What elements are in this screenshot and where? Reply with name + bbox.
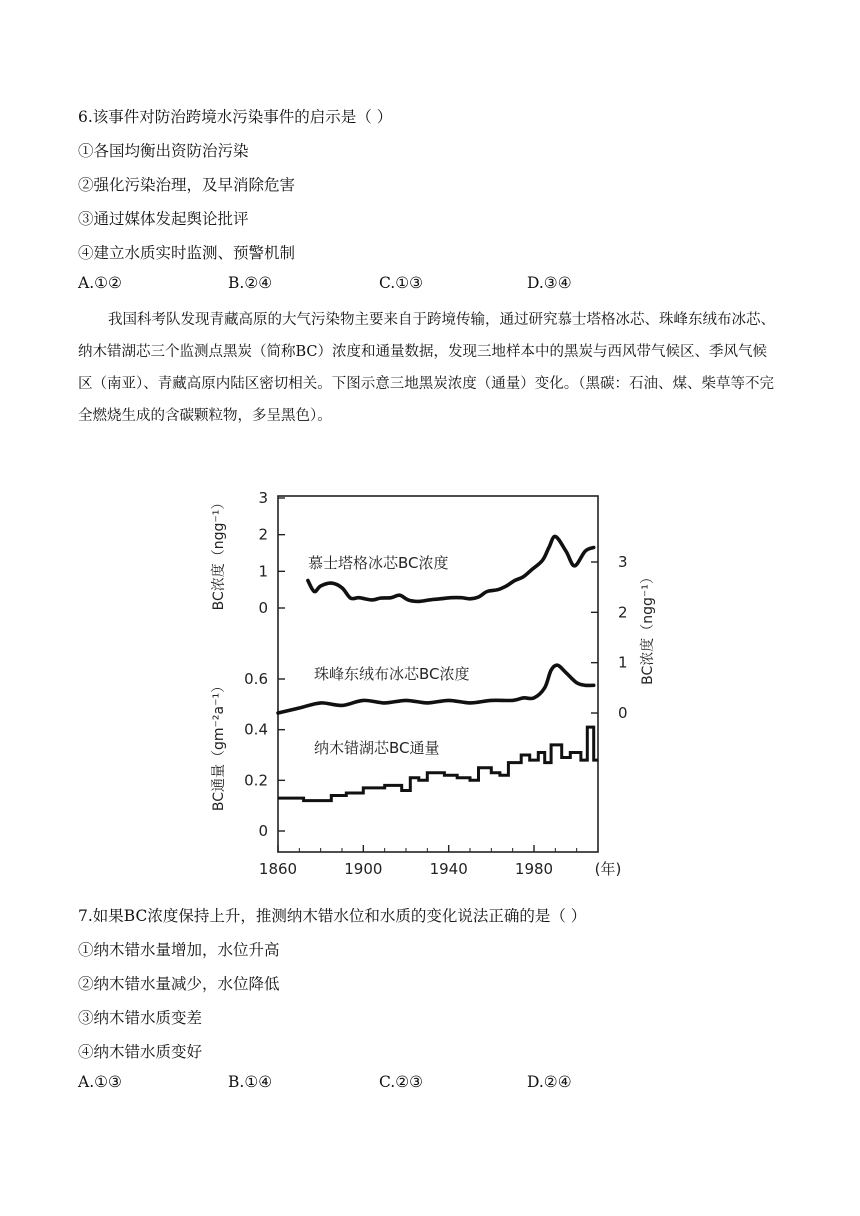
- q7-item-1: ①纳木错水量增加，水位升高: [78, 941, 280, 959]
- series-label: 慕士塔格冰芯BC浓度: [308, 554, 449, 572]
- right-tick-label: 3: [618, 553, 628, 571]
- q7-item-3: ③纳木错水质变差: [78, 1009, 203, 1027]
- x-tick-label: 1940: [429, 860, 468, 878]
- q6-stem: 6.该事件对防治跨境水污染事件的启示是（ ）: [78, 108, 393, 126]
- right-tick-label: 2: [618, 603, 628, 622]
- x-tick-label: 1980: [514, 860, 554, 878]
- bc-chart: [200, 480, 656, 880]
- passage: [78, 304, 778, 432]
- left-bottom-tick-label: 0.6: [244, 670, 268, 688]
- q7-option-d[interactable]: D.②④: [527, 1073, 572, 1091]
- q6-option-d[interactable]: D.③④: [527, 274, 572, 292]
- left-top-tick-label: 2: [258, 525, 268, 544]
- left-bottom-axis-label: BC通量（gm⁻²a⁻¹）: [211, 678, 227, 812]
- q6-item-2: ②强化污染治理，及早消除危害: [78, 176, 296, 194]
- x-axis-label: (年): [594, 860, 622, 878]
- right-tick-label: 0: [618, 704, 628, 722]
- left-top-tick-label: 0: [258, 599, 268, 617]
- q6-item-1: ①各国均衡出资防治污染: [78, 142, 249, 160]
- q7-option-c[interactable]: C.②③: [379, 1073, 424, 1091]
- q6-option-a[interactable]: A.①②: [78, 274, 122, 292]
- q6-item-3: ③通过媒体发起舆论批评: [78, 210, 249, 228]
- left-top-tick-label: 1: [258, 562, 268, 581]
- q7-stem: 7.如果BC浓度保持上升，推测纳木错水位和水质的变化说法正确的是（ ）: [78, 907, 587, 925]
- q7-item-4: ④纳木错水质变好: [78, 1043, 203, 1061]
- q6-item-4: ④建立水质实时监测、预警机制: [78, 244, 296, 262]
- q7-option-b[interactable]: B.①④: [228, 1073, 273, 1091]
- passage-text: 我国科考队发现青藏高原的大气污染物主要来自于跨境传输，通过研究慕士塔格冰芯、珠峰东绒布冰芯、纳木错湖芯三个监测点黑炭（简称BC）浓度和通量数据，发现三地样本中的黑炭与西风带气候区、季风气候区（南亚）、青藏高原内陆区密切相关。下图示意三地黑炭浓度（通量）变化。（黑碳：石油、煤、柴草等不完全燃烧生成的含碳颗粒物，多呈黑色）。: [78, 312, 775, 424]
- right-axis-label: BC浓度（ngg⁻¹）: [640, 570, 656, 685]
- left-bottom-tick-label: 0.4: [244, 720, 268, 739]
- q6-option-c[interactable]: C.①③: [379, 274, 424, 292]
- left-top-axis-label: BC浓度（ngg⁻¹）: [211, 495, 227, 611]
- x-tick-label: 1860: [258, 860, 298, 878]
- q6-option-b[interactable]: B.②④: [228, 274, 273, 292]
- left-bottom-tick-label: 0.2: [244, 771, 268, 790]
- q7-item-2: ②纳木错水量减少，水位降低: [78, 975, 280, 993]
- q7-option-a[interactable]: A.①③: [78, 1073, 122, 1091]
- series-label: 珠峰东绒布冰芯BC浓度: [314, 665, 470, 683]
- x-tick-label: 1900: [344, 860, 383, 878]
- left-bottom-tick-label: 0: [258, 822, 268, 840]
- right-tick-label: 1: [618, 653, 628, 672]
- left-top-tick-label: 3: [258, 489, 268, 507]
- series-label: 纳木错湖芯BC通量: [314, 739, 440, 757]
